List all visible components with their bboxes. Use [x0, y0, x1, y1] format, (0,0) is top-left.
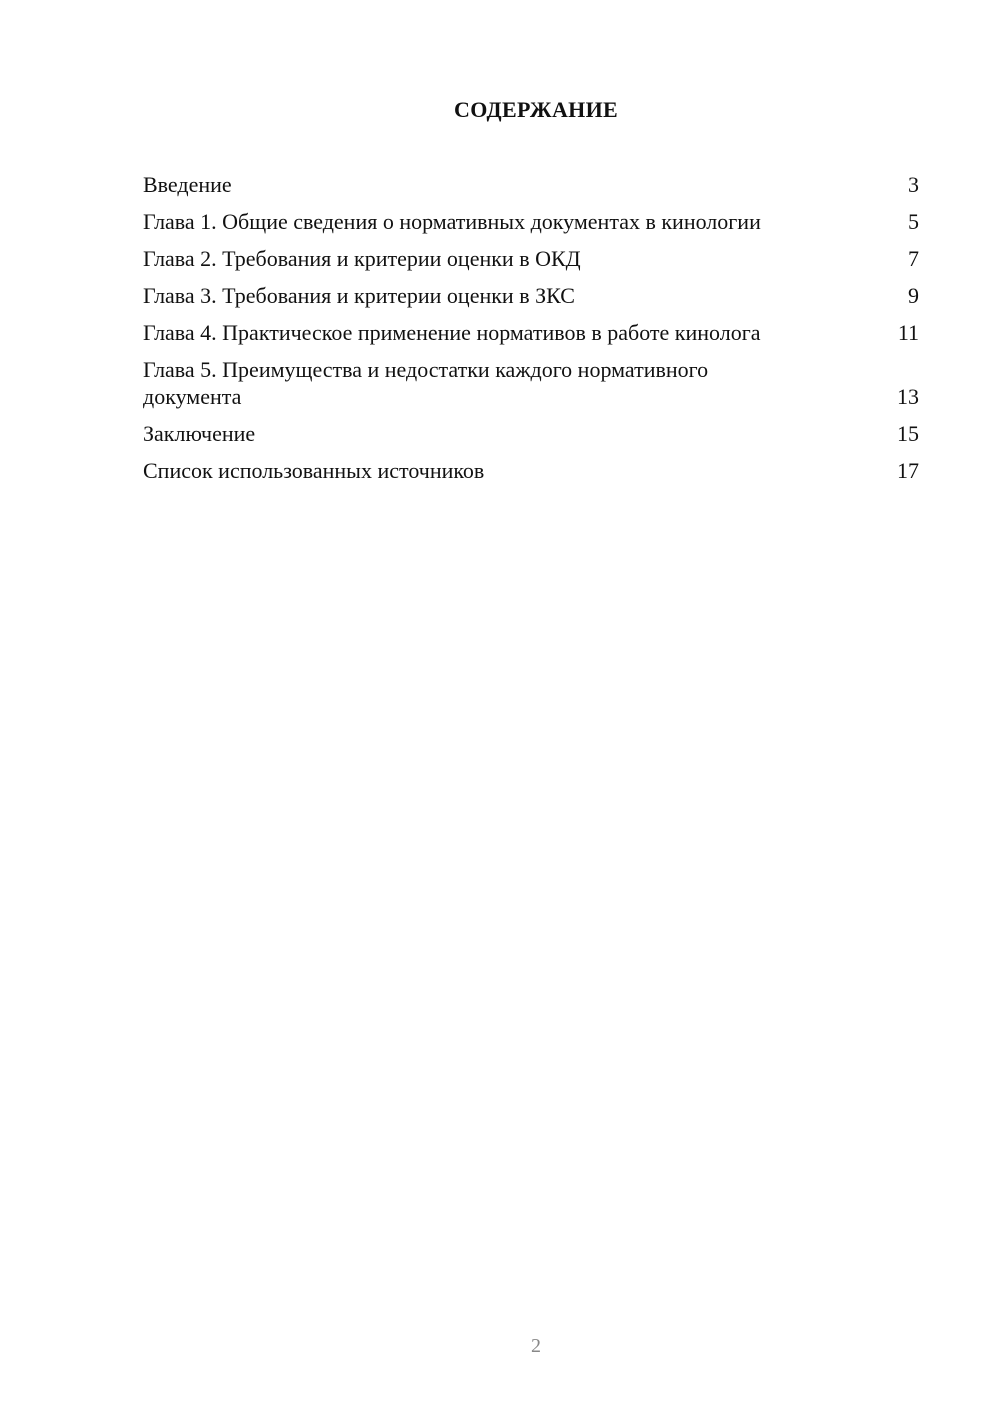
toc-entry-title: Глава 3. Требования и критерии оценки в ЗКС: [143, 283, 575, 308]
toc-entry-page: 5: [908, 209, 919, 234]
page-number: 2: [531, 1335, 541, 1357]
toc-entry-conclusion: [143, 420, 919, 447]
toc-entry-title: Введение: [143, 172, 232, 197]
table-of-contents: [143, 171, 919, 494]
toc-entry-page: 7: [908, 246, 919, 271]
toc-entry-page: 13: [897, 384, 919, 409]
toc-entry-page: 3: [908, 172, 919, 197]
toc-entry-title: Глава 4. Практическое применение нормативов в работе кинолога: [143, 320, 761, 345]
toc-entry-page: 17: [897, 458, 919, 483]
toc-heading: СОДЕРЖАНИЕ: [454, 97, 618, 122]
toc-entry-page: 15: [897, 421, 919, 446]
toc-entry-references: [143, 457, 919, 484]
toc-entry-title: Глава 5. Преимущества и недостатки каждого нормативного документа: [143, 357, 709, 409]
toc-entry-page: 9: [908, 283, 919, 308]
toc-entry-chapter-5: [143, 356, 919, 410]
toc-entry-chapter-1: [143, 208, 919, 235]
toc-entry-page: 11: [897, 320, 919, 345]
toc-entry-chapter-4: [143, 319, 919, 346]
toc-entry-title: Заключение: [143, 421, 256, 446]
toc-entry-title: Глава 1. Общие сведения о нормативных документах в кинологии: [143, 209, 761, 234]
toc-entry-introduction: [143, 171, 919, 198]
toc-entry-chapter-3: [143, 282, 919, 309]
toc-entry-title: Глава 2. Требования и критерии оценки в ОКД: [143, 246, 581, 271]
toc-entry-title: Список использованных источников: [143, 458, 485, 483]
toc-entry-chapter-2: [143, 245, 919, 272]
